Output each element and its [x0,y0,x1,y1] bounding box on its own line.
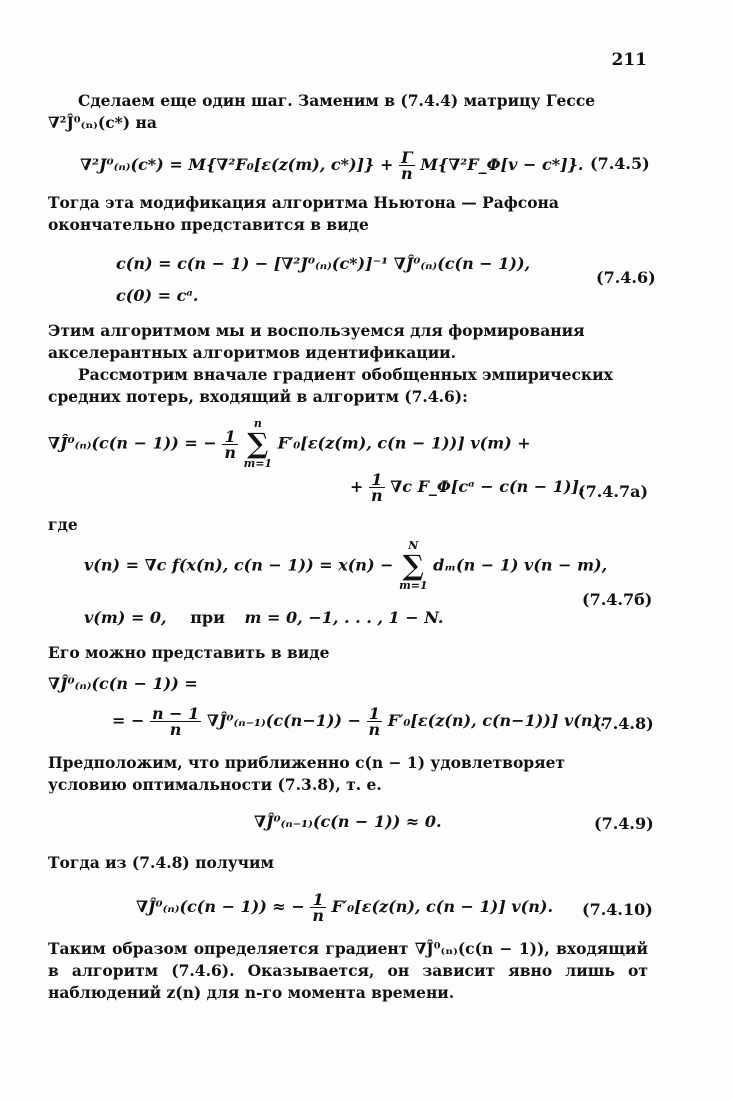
paragraph-intro: Сделаем еще один шаг. Заменим в (7.4.4) матрицу Гессе ∇²Ĵ⁰₍ₙ₎(c*) на [48,91,596,132]
paragraph-represent: Его можно представить в виде [48,643,330,662]
summation-sign: n ∑ m=1 [243,417,273,470]
equation-number-7-4-10: (7.4.10) [582,900,653,919]
paragraph-accelerant: Этим алгоритмом мы и воспользуемся для формирования акселерантных алгоритмов идентификации. [48,321,585,362]
equation-7-4-10: ∇Ĵ⁰₍ₙ₎(c(n − 1)) ≈ − $\frac{1}{n}$ F′₀[ε(z(n), c(n − 1)] v(n). [136,890,554,925]
equation-number-7-4-9: (7.4.9) [594,814,654,833]
equation-7-4-7a-line1: ∇Ĵ⁰₍ₙ₎(c(n − 1)) = − $\frac{1}{n}$ n ∑ m=1 F′₀[ε(z(m), c(n − 1))] v(m) + [48,417,531,470]
equation-7-4-8-line1: ∇Ĵ⁰₍ₙ₎(c(n − 1)) = [48,674,198,693]
equation-7-4-9: ∇Ĵ⁰₍ₙ₋₁₎(c(n − 1)) ≈ 0. [254,812,442,831]
equation-number-7-4-7a: (7.4.7а) [578,482,649,501]
word-where: где [48,515,78,534]
eq-7-4-5-lhs: ∇²J⁰₍ₙ₎(c*) = M{∇²F₀[ε(z(m), c*)]} + [80,155,394,174]
equation-number-7-4-6: (7.4.6) [596,268,656,287]
equation-number-7-4-7b: (7.4.7б) [582,590,653,609]
paragraph-suppose: Предположим, что приближенно c(n − 1) удовлетворяет условию оптимальности (7.3.8), т. е. [48,753,566,794]
equation-7-4-5 [80,150,584,181]
paragraph-then: Тогда из (7.4.8) получим [48,853,274,872]
equation-7-4-7b-line1: v(n) = ∇c f(x(n), c(n − 1)) = x(n) − N ∑ m=1 dₘ(n − 1) v(n − m), [84,539,608,592]
paragraph-conclusion: Таким образом определяется градиент ∇Ĵ⁰₍ₙ₎(c(n − 1)), входящий в алгоритм (7.4.6). Оказывается, он зависит явно лишь от наблюдений z(n) для n-го момента времени. [48,939,648,1002]
equation-7-4-7b-line2: v(m) = 0, при m = 0, −1, . . . , 1 − N. [84,608,444,627]
eq-7-4-5-rhs: M{∇²F_Φ[v − c*]}. [420,155,584,174]
equation-number-7-4-5: (7.4.5) [590,154,650,173]
paragraph-newton-raphson: Тогда эта модификация алгоритма Ньютона — Рафсона окончательно представится в виде [48,193,559,234]
page-number: 211 [611,50,647,70]
paragraph-gradient: Рассмотрим вначале градиент обобщенных эмпирических средних потерь, входящий в алгоритм (7.4.6): [48,365,613,406]
equation-7-4-8-line2: = − $\frac{n - 1}{n}$ ∇Ĵ⁰₍ₙ₋₁₎(c(n−1)) − $\frac{1}{n}$ F′₀[ε(z(n), c(n−1))] v(n). [112,704,606,739]
equation-number-7-4-8: (7.4.8) [594,714,654,733]
eq-7-4-5-fraction: $\frac{\Gamma}{n}$ [400,148,413,183]
equation-7-4-6-line1: c(n) = c(n − 1) − [∇²J⁰₍ₙ₎(c*)]⁻¹ ∇Ĵ⁰₍ₙ₎(c(n − 1)), [116,254,531,273]
equation-7-4-7a-line2: + $\frac{1}{n}$ ∇c F_Φ[cᵃ − c(n − 1)], [350,470,585,505]
equation-7-4-6-line2: c(0) = cᵃ. [116,286,199,305]
